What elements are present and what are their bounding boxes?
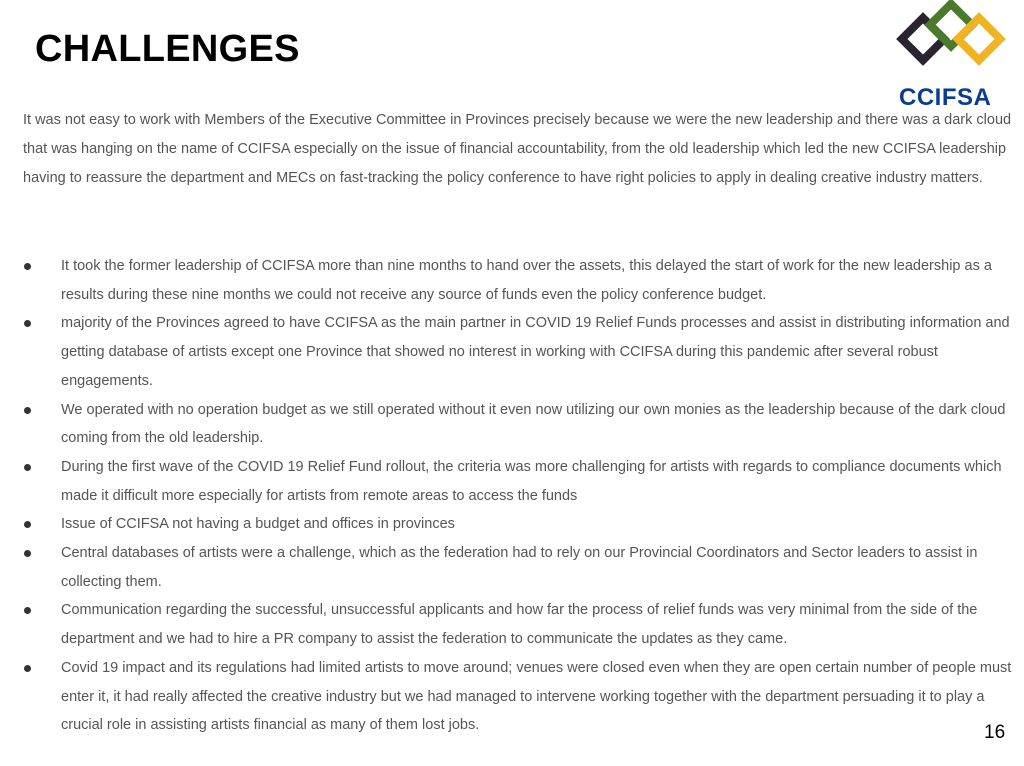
list-item [23,453,1013,510]
list-item-text: During the first wave of the COVID 19 Relief Fund rollout, the criteria was more challenging for artists with regards to compliance documents which made it difficult more especially for artists from remote areas to access the funds [61,458,1002,504]
list-item-text: It took the former leadership of CCIFSA more than nine months to hand over the assets, this delayed the start of work for the new leadership as a results during these nine months we could not receive any source of funds even the policy conference budget. [61,258,992,303]
bullet-dot-icon [24,550,31,557]
bullet-dot-icon [24,607,31,614]
interlocking-diamonds-icon [890,0,1016,82]
list-item [23,539,1013,596]
bullet-dot-icon [24,320,31,327]
list-item-text: We operated with no operation budget as we still operated without it even now utilizing our own monies as the leadership because of the dark cloud coming from the old leadership. [61,401,1006,447]
list-item-text: Covid 19 impact and its regulations had limited artists to move around; venues were closed even when they are open certain number of people must enter it, it had really affected the creative industry but we had managed to intervene working together with the department persuading it to play a crucial role in assisting artists financial as many of them lost jobs. [61,659,1012,734]
diamond-yellow [958,18,1000,60]
list-item [23,309,1013,395]
intro-paragraph: It was not easy to work with Members of the Executive Committee in Provinces precisely because we were the new leadership and there was a dark cloud that was hanging on the name of CCIFSA especially on the issue of financial accountability, from the old leadership which led the new CCIFSA leadership having to reassure the department and MECs on fast-tracking the policy conference to have right policies to apply in dealing creative industry matters. [23,112,1012,186]
logo-text: CCIFSA [899,84,992,111]
diamond-green [930,4,972,46]
list-item [23,252,1013,309]
page-number: 16 [984,722,1006,743]
diamond-dark [902,18,944,60]
list-item [23,654,1013,740]
list-item-text: Communication regarding the successful, unsuccessful applicants and how far the process of relief funds was very minimal from the side of the department and we had to hire a PR company to assist the federation to communicate the updates as they came. [61,602,978,648]
list-item [23,510,1013,539]
slide-title: CHALLENGES [35,28,300,70]
ccifsa-logo [888,0,1018,112]
list-item [23,596,1013,653]
challenges-list [23,252,1013,740]
bullet-dot-icon [24,665,31,672]
list-item-text: Issue of CCIFSA not having a budget and offices in provinces [61,516,455,533]
list-item-text: majority of the Provinces agreed to have CCIFSA as the main partner in COVID 19 Relief Funds processes and assist in distributing information and getting database of artists except one Province that showed no interest in working with CCIFSA during this pandemic after several robust engagements. [61,315,1010,389]
list-item-text: Central databases of artists were a challenge, which as the federation had to rely on our Provincial Coordinators and Sector leaders to assist in collecting them. [61,545,978,590]
bullet-dot-icon [24,407,31,414]
bullet-dot-icon [24,521,31,528]
list-item [23,396,1013,453]
bullet-dot-icon [24,263,31,270]
bullet-dot-icon [24,464,31,471]
